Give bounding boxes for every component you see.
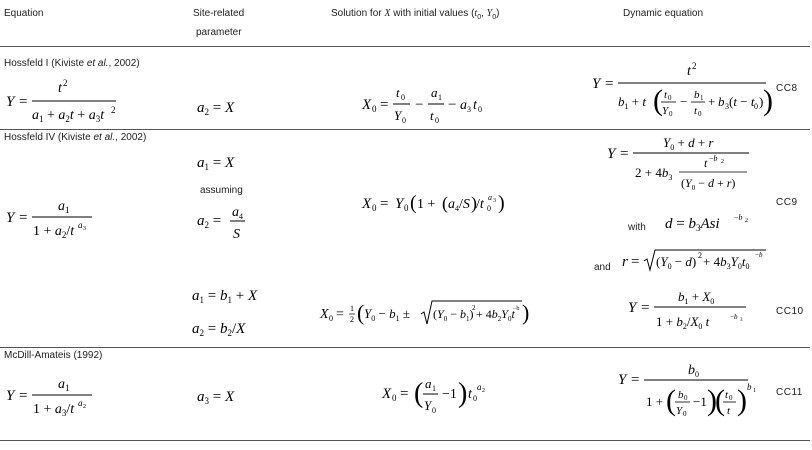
svg-text:(: ( [715, 384, 725, 417]
row-hossfeld4-and: and [594, 262, 611, 273]
svg-text:a: a [78, 398, 83, 408]
svg-text:t: t [396, 85, 400, 100]
svg-text:a: a [425, 376, 432, 391]
svg-text:−: − [415, 97, 424, 113]
svg-text:a3 = X: $a_3 = X$ [197, 389, 235, 406]
row-hossfeld1-equation [0, 76, 130, 126]
svg-text:Y: Y [424, 398, 432, 413]
svg-text:2: 2 [745, 218, 748, 224]
svg-text:0: 0 [473, 394, 477, 403]
row-hossfeld4-site-param-a1 [195, 151, 255, 175]
svg-text:t: t [58, 81, 62, 96]
svg-text:Y: Y [394, 108, 402, 123]
svg-text:2: 2 [482, 388, 485, 394]
svg-text:(: ( [414, 378, 424, 409]
svg-text:0: 0 [329, 314, 333, 323]
svg-text:(: ( [653, 84, 663, 117]
svg-text:S: S [233, 227, 240, 242]
svg-text:): ) [498, 192, 505, 214]
svg-text:b: b [747, 382, 752, 392]
svg-text:(: ( [666, 384, 676, 417]
svg-text:−: − [680, 94, 688, 109]
svg-text:−1: −1 [693, 394, 707, 409]
svg-text:0: 0 [372, 203, 377, 213]
svg-text:=: = [19, 388, 28, 404]
svg-text:2: 2 [63, 78, 68, 88]
svg-text:): ) [759, 94, 764, 109]
svg-text:0: 0 [729, 394, 733, 402]
svg-text:2: 2 [692, 61, 697, 71]
svg-text:a: a [488, 193, 492, 202]
svg-text:−b: −b [709, 154, 718, 163]
svg-text:1: 1 [350, 304, 354, 313]
svg-text:0: 0 [698, 110, 702, 118]
svg-text:−: − [448, 97, 457, 113]
svg-text:=: = [19, 210, 28, 226]
svg-text:(: ( [410, 192, 417, 214]
svg-text:−b: −b [734, 213, 743, 222]
svg-text:0: 0 [683, 410, 687, 418]
row-hossfeld4-assuming: assuming [200, 185, 243, 196]
svg-text:+: + [708, 94, 716, 109]
svg-text:=: = [400, 386, 409, 402]
svg-text:=: = [620, 146, 629, 162]
svg-text:Y: Y [592, 76, 601, 92]
svg-text:Y: Y [6, 210, 15, 226]
row-hossfeld4-dynamic [605, 135, 755, 195]
svg-text:0: 0 [432, 406, 436, 415]
svg-text:0: 0 [372, 104, 377, 114]
svg-text:a1 + a2t + a3t: $a_1 + a_2t + a_3t$ [32, 108, 105, 124]
row-rule-2 [0, 347, 810, 348]
svg-text:=: = [605, 76, 614, 92]
row-cc10-site-param-a1 [190, 284, 260, 308]
svg-text:Y0 + d + r: $Y_0 + d + r$ [663, 135, 714, 152]
svg-text:0: 0 [754, 102, 758, 111]
svg-text:=: = [631, 254, 640, 270]
row-hossfeld1-solution [360, 80, 500, 126]
header-dynamic: Dynamic equation [623, 8, 704, 19]
svg-text:Y: Y [607, 146, 616, 162]
svg-text:(: ( [357, 300, 365, 325]
svg-text:+ 4b2Y0t: + $4b_2Y_0t$ [476, 307, 515, 323]
svg-text:t: t [727, 405, 731, 417]
header-rule [0, 46, 810, 47]
svg-text:−b: −b [730, 313, 738, 321]
svg-text:t: t [664, 89, 668, 101]
svg-text:2: 2 [111, 105, 116, 115]
svg-text:2: 2 [350, 315, 354, 324]
svg-text:1: 1 [65, 205, 70, 215]
svg-text:1 +: 1 + [646, 394, 664, 409]
row-mcdill-equation [0, 374, 130, 424]
svg-text:1: 1 [700, 94, 704, 102]
svg-text:a2 =: $a_2$ = [197, 213, 222, 230]
row-hossfeld1-dynamic [590, 61, 773, 128]
svg-text:Y: Y [676, 405, 683, 417]
svg-text:a4/S: $a_4/S$ [448, 197, 470, 213]
row-hossfeld4-with-equation [663, 210, 763, 236]
svg-text:a: a [78, 220, 83, 230]
svg-text:Y: Y [6, 94, 15, 110]
svg-text:X: X [362, 196, 372, 212]
svg-text:0: 0 [695, 370, 699, 379]
svg-text:0: 0 [404, 203, 409, 213]
svg-text:a2 = b2/X: $a_2 = b_2/X$ [192, 321, 246, 338]
svg-text:0: 0 [668, 94, 672, 102]
header-equation: Equation [4, 8, 44, 19]
svg-text:2 + 4b3: $2 + 4b_3$ [635, 165, 673, 182]
svg-text:a: a [232, 205, 239, 220]
svg-text:1: 1 [65, 383, 70, 393]
svg-text:b1 + t: $b_1 + t$ [618, 94, 646, 111]
svg-text:(Y0 − b1): $(Y_0 - b_1)$ [433, 307, 474, 323]
row-cc10-dynamic [626, 290, 751, 334]
row-mcdill-site-param [195, 385, 255, 409]
svg-text:Y0 − b1 ±: $Y_0 - b_1$ ± [364, 306, 410, 323]
svg-text:): ) [737, 384, 747, 417]
svg-text:Y: Y [6, 388, 15, 404]
row-cc10-site-param-a2 [190, 317, 260, 341]
svg-text:): ) [707, 384, 717, 417]
svg-text:t: t [687, 64, 691, 79]
svg-text:0: 0 [402, 116, 406, 125]
svg-text:1 + b2/X0 t: $1 + b_2/X_0$ t [656, 314, 710, 331]
svg-text:0: 0 [478, 105, 482, 114]
svg-text:t: t [468, 387, 472, 402]
row-cc10-code: CC10 [776, 306, 804, 317]
bottom-rule [0, 440, 810, 441]
row-mcdill-code: CC11 [776, 387, 803, 398]
row-mcdill-label: McDill-Amateis (1992) [4, 350, 103, 361]
svg-text:−b: −b [513, 306, 520, 312]
svg-text:b: b [694, 89, 700, 101]
svg-text:a: a [58, 199, 65, 214]
svg-text:b: b [718, 94, 725, 109]
svg-text:2: 2 [721, 159, 724, 165]
svg-text:a: a [477, 382, 482, 392]
svg-text:Y: Y [395, 196, 404, 212]
row-hossfeld1-label: Hossfeld I (Kiviste et al., 2002) [4, 58, 140, 69]
svg-text:X: X [362, 97, 372, 113]
svg-text:(Y0 − d + r): $(Y_0 - d + r)$ [681, 176, 736, 192]
svg-text:=: = [19, 94, 28, 110]
row-hossfeld4-solution [360, 188, 510, 218]
svg-text:1 + a3/t: $1 + a_3/t$ [33, 402, 75, 418]
svg-text:3: 3 [725, 102, 729, 111]
row-hossfeld4-with: with [628, 222, 646, 233]
svg-text:2: 2 [698, 251, 702, 260]
svg-text:3: 3 [83, 226, 86, 232]
svg-text:1: 1 [438, 93, 442, 102]
row-hossfeld4-label: Hossfeld IV (Kiviste et al., 2002) [4, 132, 147, 143]
svg-text:−b: −b [755, 251, 763, 259]
svg-text:0: 0 [401, 93, 405, 102]
svg-text:a1 = b1 + X: $a_1 = b_1 + X$ [192, 288, 258, 305]
svg-text:+ 4b3Y0t0: + $4b_3Y_0t_0$ [703, 254, 750, 271]
svg-text:0: 0 [435, 116, 439, 125]
svg-text:0: 0 [487, 204, 491, 213]
svg-text:t: t [473, 98, 477, 113]
row-hossfeld4-and-equation [620, 246, 770, 276]
svg-text:a2 = X: $a_2 = X$ [197, 100, 235, 117]
row-hossfeld1-site-param [195, 96, 255, 120]
svg-text:=: = [380, 97, 389, 113]
row-mcdill-dynamic [616, 362, 766, 428]
svg-text:a1 = X: $a_1 = X$ [197, 155, 235, 172]
svg-text:t: t [430, 108, 434, 123]
svg-text:1 + a2/t: $1 + a_2/t$ [33, 224, 75, 240]
svg-text:b1 + X0: $b_1 + X_0$ [678, 289, 715, 306]
svg-text:Y: Y [662, 105, 669, 117]
svg-text:=: = [631, 372, 640, 388]
header-site-param: Site-related [193, 8, 245, 19]
svg-text:): ) [522, 300, 530, 325]
svg-text:t: t [694, 105, 698, 117]
svg-text:0: 0 [392, 393, 397, 403]
svg-text:d = b3Asi: $d = b_3Asi$ [665, 216, 720, 233]
svg-text:=: = [641, 300, 650, 316]
svg-text:a: a [431, 85, 438, 100]
row-rule-1 [0, 129, 810, 130]
svg-text:a: a [460, 98, 467, 113]
svg-text:=: = [336, 307, 344, 322]
svg-text:/t: /t [476, 197, 484, 212]
header-site-param-2: parameter [196, 27, 242, 38]
row-mcdill-solution [380, 372, 510, 418]
svg-text:X: X [382, 386, 392, 402]
row-hossfeld4-site-param-a2 [195, 200, 255, 250]
row-hossfeld4-equation [0, 196, 130, 246]
svg-text:t: t [704, 156, 708, 170]
row-hossfeld4-code: CC9 [776, 197, 798, 208]
svg-text:−1: −1 [442, 387, 457, 402]
header-solution: Solution for X with initial values ($t_0$, $Y_0$) [331, 8, 500, 21]
row-hossfeld1-code: CC8 [776, 83, 798, 94]
svg-text:1: 1 [432, 384, 436, 393]
svg-text:a: a [58, 377, 65, 392]
svg-text:X: X [320, 307, 329, 322]
svg-text:b: b [688, 363, 695, 378]
svg-text:0: 0 [669, 110, 673, 118]
svg-text:1: 1 [753, 388, 756, 394]
svg-text:2: 2 [83, 404, 86, 410]
svg-text:): ) [458, 378, 468, 409]
svg-text:Y: Y [628, 300, 637, 316]
svg-text:): ) [471, 193, 477, 213]
svg-text:(: ( [442, 193, 448, 213]
svg-text:(Y0 − d): $(Y_0 - d)$ [656, 254, 697, 271]
svg-text:3: 3 [493, 198, 496, 204]
svg-text:r: r [622, 254, 628, 270]
svg-text:t: t [725, 389, 729, 401]
row-cc10-solution [318, 296, 533, 330]
svg-text:(t − t: (t − t [729, 94, 755, 109]
svg-text:2: 2 [472, 304, 476, 312]
svg-text:): ) [763, 84, 773, 117]
svg-text:1 +: 1 + [417, 197, 436, 212]
svg-text:3: 3 [740, 318, 743, 323]
svg-text:Y: Y [618, 372, 627, 388]
svg-text:0: 0 [684, 394, 688, 402]
svg-text:3: 3 [467, 105, 471, 114]
svg-text:4: 4 [239, 212, 243, 221]
svg-text:=: = [380, 196, 389, 212]
svg-text:b: b [678, 389, 684, 401]
